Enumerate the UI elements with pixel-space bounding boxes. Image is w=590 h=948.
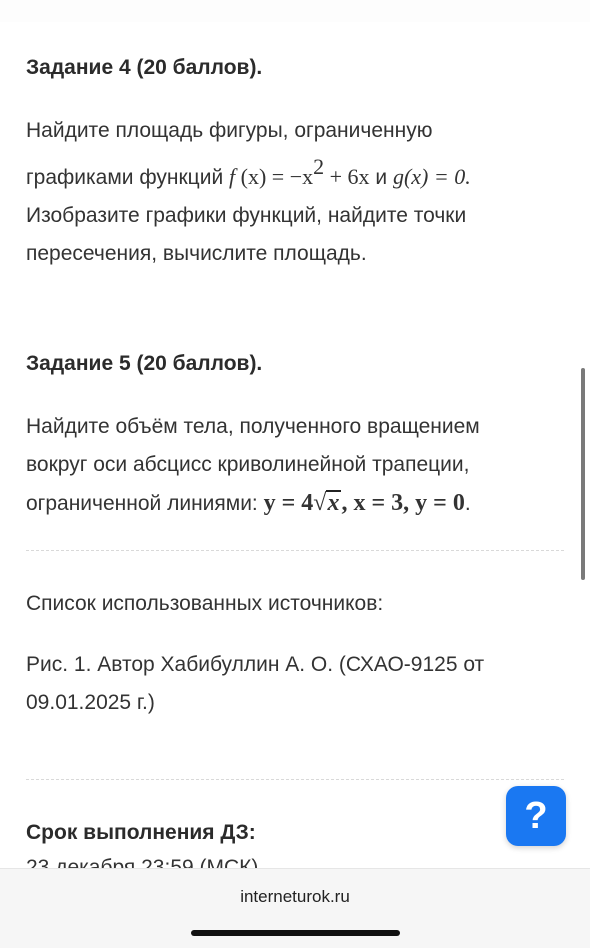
sources-title: Список использованных источников: bbox=[26, 592, 384, 615]
sources-text bbox=[26, 646, 566, 722]
task4-line3: Изобразите графики функций, найдите точки bbox=[26, 204, 467, 227]
home-indicator[interactable] bbox=[191, 930, 400, 936]
task5-text bbox=[26, 408, 566, 523]
deadline-title: Срок выполнения ДЗ: bbox=[26, 821, 256, 844]
divider bbox=[26, 779, 564, 780]
sqrt-icon: √ bbox=[313, 490, 327, 516]
task4-line1: Найдите площадь фигуры, ограниченную bbox=[26, 119, 433, 142]
browser-bottom-bar bbox=[0, 868, 590, 948]
task4-line4: пересечения, вычислите площадь. bbox=[26, 242, 367, 265]
help-button[interactable]: ? bbox=[506, 786, 566, 846]
task5-line1: Найдите объём тела, полученного вращением bbox=[26, 415, 480, 438]
volume-formula: y = 4√x, x = 3, y = 0 bbox=[263, 490, 465, 516]
task5-line3: ограниченной линиями: y = 4√x, x = 3, y = 0. bbox=[26, 490, 471, 516]
task4-text bbox=[26, 112, 566, 273]
task5-line2: вокруг оси абсцисс криволинейной трапеции, bbox=[26, 453, 470, 476]
divider bbox=[26, 550, 564, 551]
source-line2: 09.01.2025 г.) bbox=[26, 691, 155, 714]
url-label[interactable]: interneturok.ru bbox=[240, 887, 350, 906]
top-strip bbox=[0, 0, 590, 22]
scrollbar[interactable] bbox=[581, 368, 585, 580]
task4-title: Задание 4 (20 баллов). bbox=[26, 56, 263, 79]
task5-title: Задание 5 (20 баллов). bbox=[26, 352, 263, 375]
task4-line2: графиками функций f $(x) = -x^2 + 6x$ и g(x) = 0. bbox=[26, 154, 471, 189]
source-line1: Рис. 1. Автор Хабибуллин А. О. (СХАО-9125 от bbox=[26, 653, 485, 676]
